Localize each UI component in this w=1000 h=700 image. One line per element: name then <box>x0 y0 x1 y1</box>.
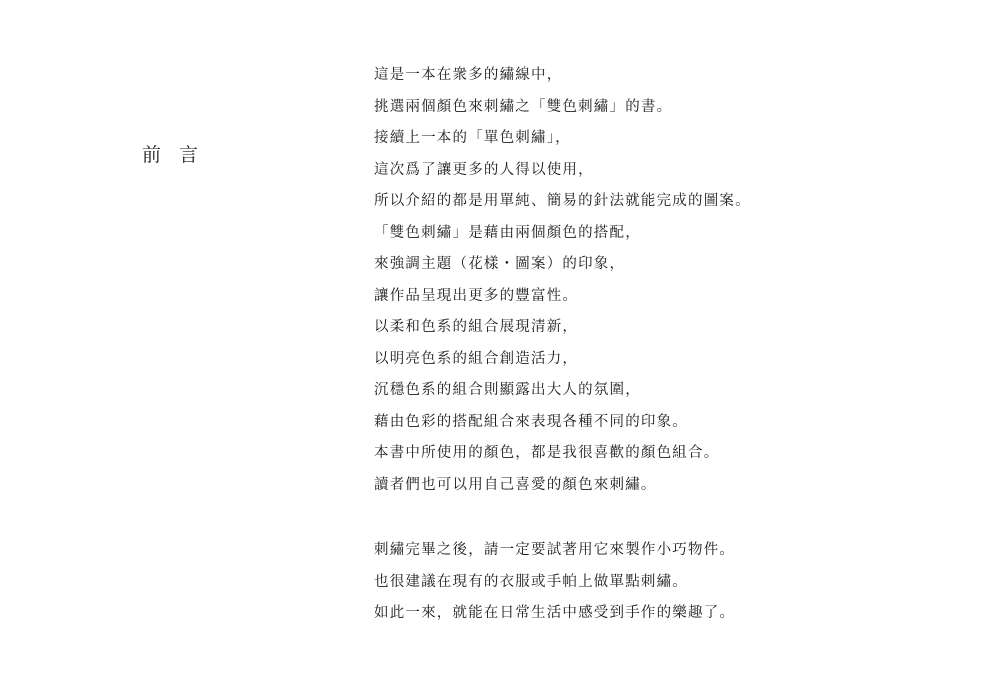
paragraph-1 <box>374 60 794 501</box>
text-line: 讓作品呈現出更多的豐富性。 <box>374 287 579 304</box>
text-line: 挑選兩個顏色來刺繡之「雙色刺繡」的書。 <box>374 98 673 115</box>
text-line: 這次爲了讓更多的人得以使用， <box>374 161 594 178</box>
text-line: 「雙色刺繡」是藉由兩個顏色的搭配， <box>374 224 641 241</box>
text-line: 來強調主題（花樣・圖案）的印象， <box>374 256 626 272</box>
text-line: 以柔和色系的組合展現清新， <box>374 319 579 335</box>
paragraph-2 <box>374 535 794 630</box>
text-line: 刺繡完畢之後，請一定要試著用它來製作小巧物件。 <box>374 542 736 558</box>
text-line: 以明亮色系的組合創造活力， <box>374 350 579 367</box>
preface-body <box>374 60 794 630</box>
text-line: 沉穩色系的組合則顯露出大人的氛圍， <box>374 382 641 398</box>
text-line: 這是一本在衆多的繡線中， <box>374 67 563 83</box>
page-heading: 前 言 <box>142 144 205 166</box>
text-line: 讀者們也可以用自己喜愛的顏色來刺繡。 <box>374 476 657 493</box>
text-line: 藉由色彩的搭配組合來表現各種不同的印象。 <box>374 413 688 430</box>
text-line: 所以介紹的都是用單純、簡易的針法就能完成的圖案。 <box>374 193 751 209</box>
text-line: 本書中所使用的顏色，都是我很喜歡的顏色組合。 <box>374 445 720 461</box>
text-line: 接續上一本的「單色刺繡」， <box>374 130 571 146</box>
text-line: 如此一來，就能在日常生活中感受到手作的樂趣了。 <box>374 605 736 621</box>
text-line: 也很建議在現有的衣服或手帕上做單點刺繡。 <box>374 573 688 590</box>
